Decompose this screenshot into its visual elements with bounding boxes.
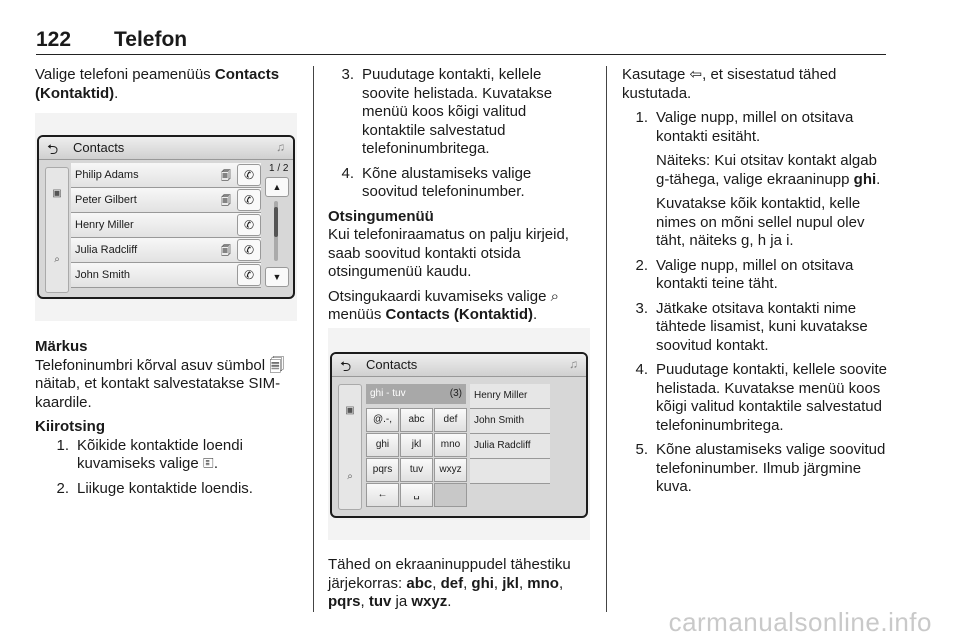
contacts-screenshot [35, 113, 297, 321]
phone-icon[interactable]: ✆ [237, 189, 261, 211]
letters-paragraph: Tähed on ekraaninuppudel tähestiku järjekorras: abc, def, ghi, jkl, mno, pqrs, tuv ja wxyz. [328, 556, 571, 610]
side-tabs [45, 167, 69, 293]
search-menu-heading: Otsingumenüü [328, 207, 434, 225]
screen-title: Contacts [73, 140, 125, 155]
search-menu-text: Kui telefoniraamatus on palju kirjeid, saab soovitud kontakti otsida otsingumenüü kaudu. [328, 226, 569, 280]
list-item: 4. Kõne alustamiseks valige soovitud telefoninumber. [341, 164, 532, 200]
list-item: 1. Valige nupp, millel on otsitava kontakti esitäht. [635, 109, 854, 145]
sim-icon: 🗐 [221, 196, 231, 207]
contact-row[interactable]: Peter Gilbert 🗐 ✆ [71, 188, 261, 213]
result-row[interactable]: Henry Miller [470, 384, 550, 409]
contact-row[interactable]: Philip Adams 🗐 ✆ [71, 163, 261, 188]
search-screenshot [328, 328, 590, 540]
phone-icon[interactable]: ✆ [237, 264, 261, 286]
example-text: Näiteks: Kui otsitav kontakt algab g-tähega, valige ekraaninupp ghi. [656, 152, 881, 188]
list-item: 1. Kõikide kontaktide loendi kuvamiseks valige 🗉. [56, 436, 243, 472]
column-divider [606, 66, 607, 612]
key-button[interactable]: pqrs [366, 458, 399, 482]
key-button[interactable]: mno [434, 433, 467, 457]
page-title: Telefon [114, 28, 188, 51]
key-button[interactable]: abc [400, 408, 433, 432]
list-item: 3. Puudutage kontakti, kellele soovite helistada. Kuvatakse menüü koos kõigi valitud kontaktile salvestatud telefoninumbritega. [341, 66, 553, 157]
back-icon[interactable]: ⮌ [340, 358, 352, 374]
sim-icon: 🗐 [221, 246, 231, 257]
search-icon[interactable]: ⌕ [54, 254, 60, 265]
scroll-up-icon[interactable]: ▲ [265, 177, 289, 197]
list-item: 4. Puudutage kontakti, kellele soovite helistada. Kuvatakse menüü koos kõigi valitud kontaktile salvestatud telefoninumbritega. [635, 361, 887, 434]
watermark: carmanualsonline.info [668, 607, 932, 637]
key-button[interactable]: @.-, [366, 408, 399, 432]
result-row[interactable]: John Smith [470, 409, 550, 434]
list-item: 2. Valige nupp, millel on otsitava kontakti teine täht. [635, 256, 854, 292]
contacts-screen [37, 135, 295, 299]
result-row [470, 459, 550, 484]
note-text: Telefoninumbri kõrval asuv sümbol 🗐 näitab, et kontakt salvestatakse SIM-kaardile. [35, 356, 285, 411]
column-divider [313, 66, 314, 612]
contact-row[interactable]: Julia Radcliff 🗐 ✆ [71, 238, 261, 263]
contact-list-icon[interactable]: ▣ [345, 405, 355, 416]
search-field[interactable]: ghi - tuv (3) [366, 384, 466, 404]
quick-search-heading: Kiirotsing [35, 418, 105, 435]
screen-titlebar [332, 354, 586, 377]
space-icon[interactable]: ␣ [400, 483, 433, 507]
contact-list-icon[interactable]: ▣ [52, 188, 62, 199]
intro-paragraph: Valige telefoni peamenüüs Contacts (Kontaktid). [35, 66, 280, 102]
column-2 [328, 66, 590, 325]
page-indicator: 1 / 2 [269, 163, 289, 174]
delete-hint: Kasutage ⇦, et sisestatud tähed kustutada. [622, 66, 837, 102]
column-1-lower [35, 338, 297, 504]
list-item: 5. Kõne alustamiseks valige soovitud telefoninumber. Ilmub järgmine kuva. [635, 441, 886, 495]
music-note-icon: ♫ [276, 140, 285, 154]
key-button[interactable]: jkl [400, 433, 433, 457]
key-button[interactable]: ghi [366, 433, 399, 457]
contact-row[interactable]: John Smith ✆ [71, 263, 261, 288]
phone-icon[interactable]: ✆ [237, 164, 261, 186]
backspace-icon[interactable]: ← [366, 483, 399, 507]
key-button[interactable]: tuv [400, 458, 433, 482]
key-button[interactable]: wxyz [434, 458, 467, 482]
key-button [434, 483, 467, 507]
column-1 [35, 66, 297, 103]
music-note-icon: ♫ [569, 357, 578, 371]
scroll-thumb[interactable] [274, 207, 278, 237]
search-keyboard-text: Otsingukaardi kuvamiseks valige ⌕ menüüs Contacts (Kontaktid). [328, 287, 559, 323]
back-icon[interactable]: ⮌ [47, 141, 59, 157]
sim-icon: 🗐 [221, 171, 231, 182]
result-row[interactable]: Julia Radcliff [470, 434, 550, 459]
phone-icon[interactable]: ✆ [237, 239, 261, 261]
column-3 [622, 66, 890, 503]
note-title: Märkus [35, 338, 88, 355]
contact-row[interactable]: Henry Miller ✆ [71, 213, 261, 238]
screen-title: Contacts [366, 357, 418, 372]
screen-titlebar [39, 137, 293, 160]
search-icon[interactable]: ⌕ [347, 471, 353, 482]
phone-icon[interactable]: ✆ [237, 214, 261, 236]
list-item: 2. Liikuge kontaktide loendis. [56, 479, 253, 497]
search-screen [330, 352, 588, 518]
example-note: Kuvatakse kõik kontaktid, kelle nimes on mõni sellel nupul olev täht, näiteks g, h ja i. [656, 195, 865, 249]
scroll-down-icon[interactable]: ▼ [265, 267, 289, 287]
page-number: 122 [36, 28, 72, 51]
list-item: 3. Jätkake otsitava kontakti nime tähtede lisamist, kuni kuvatakse soovitud kontakt. [635, 299, 868, 354]
side-tabs [338, 384, 362, 510]
key-button[interactable]: def [434, 408, 467, 432]
page-header [36, 26, 886, 55]
